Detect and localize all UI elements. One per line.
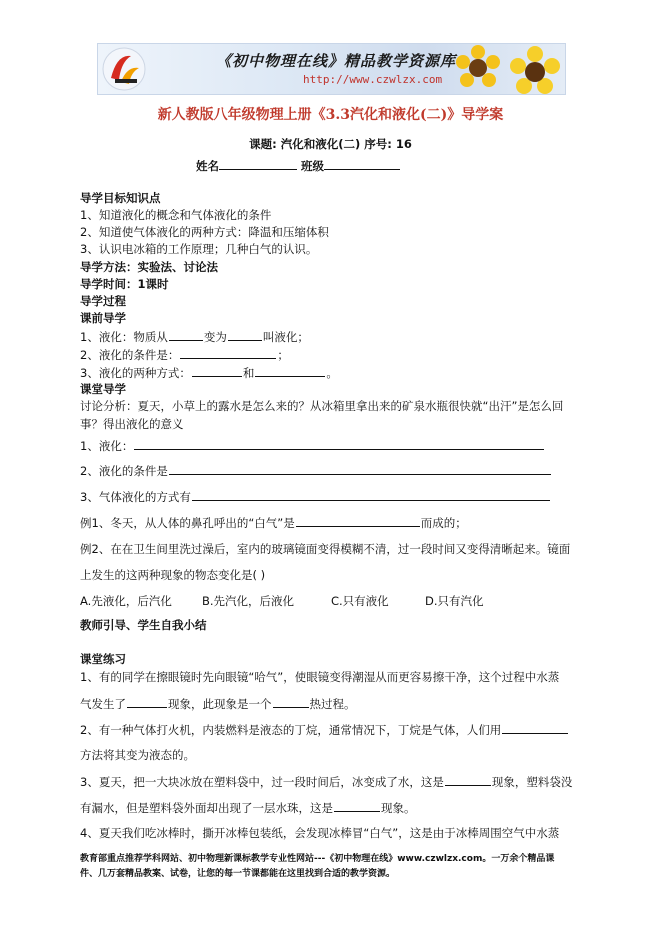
section-heading-process: 导学过程 <box>80 294 126 308</box>
answer-blank[interactable] <box>273 695 309 708</box>
sunflower-icon <box>510 44 560 94</box>
answer-blank[interactable] <box>255 364 325 377</box>
answer-blank[interactable] <box>445 773 491 786</box>
goal-item: 3、认识电冰箱的工作原理；几种白气的认识。 <box>80 242 318 256</box>
class-question-1: 1、液化： <box>80 437 545 454</box>
practice-question-4: 4、夏天我们吃冰棒时，撕开冰棒包装纸，会发现冰棒冒“白气”，这是由于冰棒周围空气中水蒸 <box>80 826 560 840</box>
class-question-3: 3、气体液化的方式有 <box>80 488 551 505</box>
page-footer <box>80 852 554 882</box>
lesson-subtitle: 课题: 汽化和液化(二) 序号: 16 <box>249 137 412 151</box>
practice-question-2: 2、有一种气体打火机，内装燃料是液态的丁烷，通常情况下，丁烷是气体，人们用 <box>80 721 569 738</box>
practice-question-3: 3、夏天，把一大块冰放在塑料袋中，过一段时间后，冰变成了水，这是 现象，塑料袋没 <box>80 775 573 789</box>
discussion-line: 事？得出液化的意义 <box>80 417 184 431</box>
section-heading-goals: 导学目标知识点 <box>80 191 161 205</box>
method-line: 导学方法：实验法、讨论法 <box>80 260 218 274</box>
footer-line: 件、几万套精品教案、试卷，让您的每一节课都能在这里找到合适的教学资源。 <box>80 869 396 879</box>
option-b[interactable]: B.先汽化，后液化 <box>202 594 295 608</box>
pre-question-2: 2、液化的条件是： ； <box>80 348 289 362</box>
answer-blank[interactable] <box>192 364 242 377</box>
name-blank[interactable] <box>219 157 297 170</box>
example-1: 例1、冬天，从人体的鼻孔呼出的“白气”是 而成的； <box>80 516 467 530</box>
header-banner <box>97 43 566 95</box>
answer-blank[interactable] <box>169 462 551 475</box>
pre-question-1: 1、液化：物质从 变为 叫液化； <box>80 330 309 344</box>
practice-question-3-cont: 有漏水，但是塑料袋外面却出现了一层水珠，这是 现象。 <box>80 801 416 815</box>
practice-question-2-cont: 方法将其变为液态的。 <box>80 748 195 762</box>
class-label: 班级 <box>301 159 325 173</box>
banner-title: 《初中物理在线》精品教学资源库 <box>216 52 457 70</box>
answer-blank[interactable] <box>228 328 262 341</box>
pre-question-3: 3、液化的两种方式： 和 。 <box>80 366 338 380</box>
teacher-summary-heading: 教师引导、学生自我小结 <box>80 618 207 632</box>
sunflower-icon <box>453 44 503 94</box>
answer-blank[interactable] <box>296 514 420 527</box>
example-2-line: 例2、在在卫生间里洗过澡后，室内的玻璃镜面变得模糊不清，过一段时间又变得清晰起来。镜面 <box>80 542 571 556</box>
name-class-row <box>196 157 400 174</box>
option-a[interactable]: A.先液化，后汽化 <box>80 594 172 608</box>
time-line: 导学时间：1课时 <box>80 277 169 291</box>
example-2-line: 上发生的这两种现象的物态变化是( ) <box>80 568 266 582</box>
name-label: 姓名 <box>196 159 219 173</box>
answer-blank[interactable] <box>127 695 167 708</box>
answer-blank[interactable] <box>180 346 276 359</box>
goal-item: 1、知道液化的概念和气体液化的条件 <box>80 208 272 222</box>
discussion-line: 讨论分析：夏天，小草上的露水是怎么来的？从冰箱里拿出来的矿泉水瓶很快就“出汗”是怎么回 <box>80 399 564 413</box>
section-heading-practice: 课堂练习 <box>80 652 126 666</box>
practice-question-1-cont: 气发生了 现象，此现象是一个 热过程。 <box>80 697 356 711</box>
section-heading-class: 课堂导学 <box>80 382 126 396</box>
banner-url[interactable]: http://www.czwlzx.com <box>303 73 443 86</box>
logo-icon <box>101 46 147 92</box>
goal-item: 2、知道使气体液化的两种方式：降温和压缩体积 <box>80 225 329 239</box>
footer-line: 教育部重点推荐学科网站、初中物理新课标教学专业性网站---《初中物理在线》www.czwlzx.com。一万余个精品课 <box>80 854 555 864</box>
class-question-2: 2、液化的条件是 <box>80 462 552 479</box>
answer-blank[interactable] <box>192 488 550 501</box>
option-c[interactable]: C.只有液化 <box>331 594 389 608</box>
section-heading-pre: 课前导学 <box>80 311 126 325</box>
answer-blank[interactable] <box>134 437 544 450</box>
answer-blank[interactable] <box>502 721 568 734</box>
class-blank[interactable] <box>324 157 400 170</box>
practice-question-1: 1、有的同学在擦眼镜时先向眼镜“哈气”，使眼镜变得潮湿从而更容易擦干净，这个过程中水蒸 <box>80 670 560 684</box>
document-title: 新人教版八年级物理上册《3.3汽化和液化(二)》导学案 <box>157 107 504 123</box>
answer-blank[interactable] <box>169 328 203 341</box>
answer-blank[interactable] <box>334 799 380 812</box>
option-d[interactable]: D.只有汽化 <box>425 594 484 608</box>
